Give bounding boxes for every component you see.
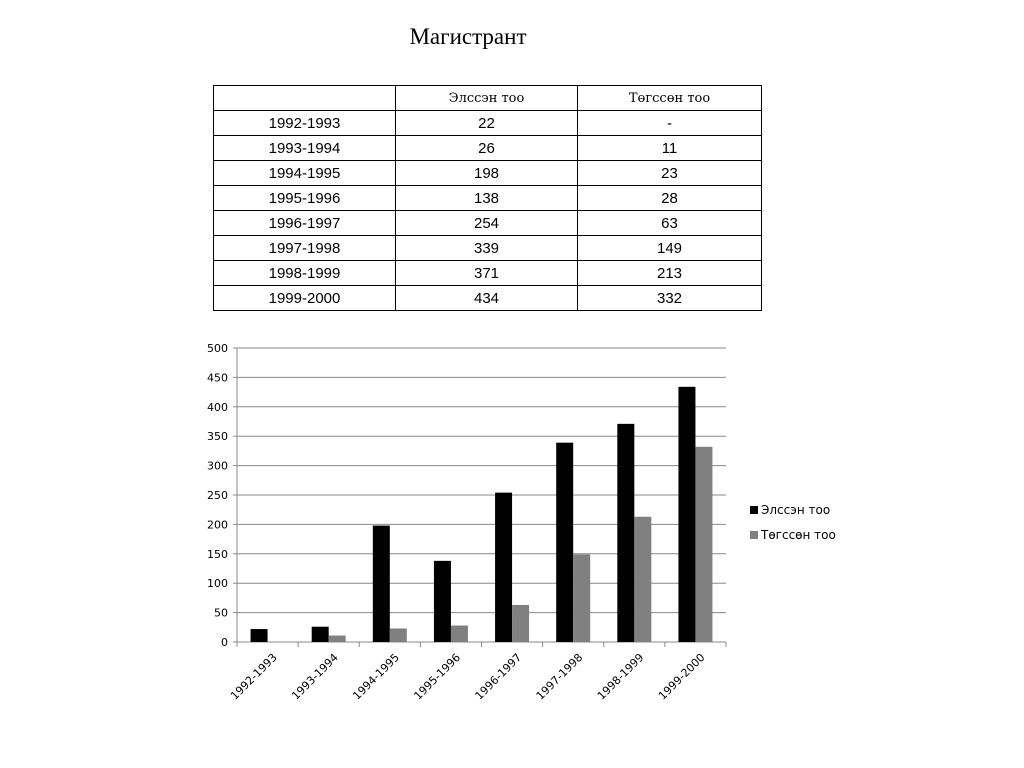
table-cell: 1997-1998	[214, 236, 396, 261]
table-cell: 28	[578, 186, 762, 211]
y-tick-label: 100	[207, 577, 228, 591]
table-header-cell: Элссэн тоо	[396, 86, 578, 111]
table-cell: 22	[396, 111, 578, 136]
x-tick-label: 1994-1995	[350, 650, 402, 703]
table-cell: 149	[578, 236, 762, 261]
table-cell: 198	[396, 161, 578, 186]
table-cell: 1993-1994	[214, 136, 396, 161]
bar-admitted	[678, 387, 695, 642]
table-cell: 1998-1999	[214, 261, 396, 286]
bar-graduated	[512, 605, 529, 642]
y-tick-label: 150	[207, 547, 228, 561]
bar-graduated	[390, 628, 407, 642]
y-tick-label: 50	[214, 606, 228, 620]
y-tick-label: 200	[207, 518, 228, 532]
table-cell: 1992-1993	[214, 111, 396, 136]
bar-admitted	[556, 443, 573, 642]
page-title: Магистрант	[409, 24, 527, 49]
legend-label: Элссэн тоо	[761, 503, 831, 517]
bar-graduated	[451, 626, 468, 642]
y-tick-label: 250	[207, 489, 228, 502]
bar-admitted	[251, 629, 268, 642]
y-tick-label: 300	[207, 459, 228, 473]
legend-swatch	[750, 531, 758, 539]
table-cell: 26	[396, 136, 578, 161]
bar-admitted	[434, 561, 451, 642]
table-cell: 1995-1996	[214, 186, 396, 211]
bar-admitted	[373, 526, 390, 642]
bar-admitted	[312, 627, 329, 642]
x-tick-label: 1996-1997	[472, 650, 525, 703]
table-cell: 1996-1997	[214, 211, 396, 236]
table-cell: 339	[396, 236, 578, 261]
bar-graduated	[573, 554, 590, 642]
table-cell: 1994-1995	[214, 161, 396, 186]
y-tick-label: 450	[207, 371, 228, 385]
table-header-cell: Төгссөн тоо	[578, 86, 762, 111]
bar-admitted	[495, 493, 512, 642]
table-cell: 371	[396, 261, 578, 286]
x-tick-label: 1997-1998	[533, 650, 586, 703]
x-tick-label: 1995-1996	[411, 650, 464, 703]
table-cell: 63	[578, 211, 762, 236]
table-cell: 11	[578, 136, 762, 161]
x-tick-label: 1992-1993	[228, 650, 280, 703]
bar-graduated	[695, 447, 712, 642]
bar-graduated	[634, 517, 651, 642]
y-tick-label: 0	[221, 636, 228, 649]
table-cell: 138	[396, 186, 578, 211]
x-tick-label: 1999-2000	[655, 650, 708, 703]
bar-graduated	[329, 636, 346, 642]
table-cell: 23	[578, 161, 762, 186]
table-cell: 213	[578, 261, 762, 286]
table-cell: 332	[578, 286, 762, 311]
y-tick-label: 350	[207, 430, 228, 444]
x-tick-label: 1998-1999	[594, 650, 647, 703]
table-cell: 434	[396, 286, 578, 311]
table-cell: -	[578, 111, 762, 136]
y-tick-label: 500	[207, 342, 228, 355]
table-cell: 1999-2000	[214, 286, 396, 311]
legend-label: Төгссөн тоо	[761, 528, 836, 542]
table-cell: 254	[396, 211, 578, 236]
y-tick-label: 400	[207, 400, 228, 414]
bar-admitted	[617, 424, 634, 642]
legend-swatch	[750, 506, 758, 514]
x-tick-label: 1993-1994	[289, 650, 341, 703]
